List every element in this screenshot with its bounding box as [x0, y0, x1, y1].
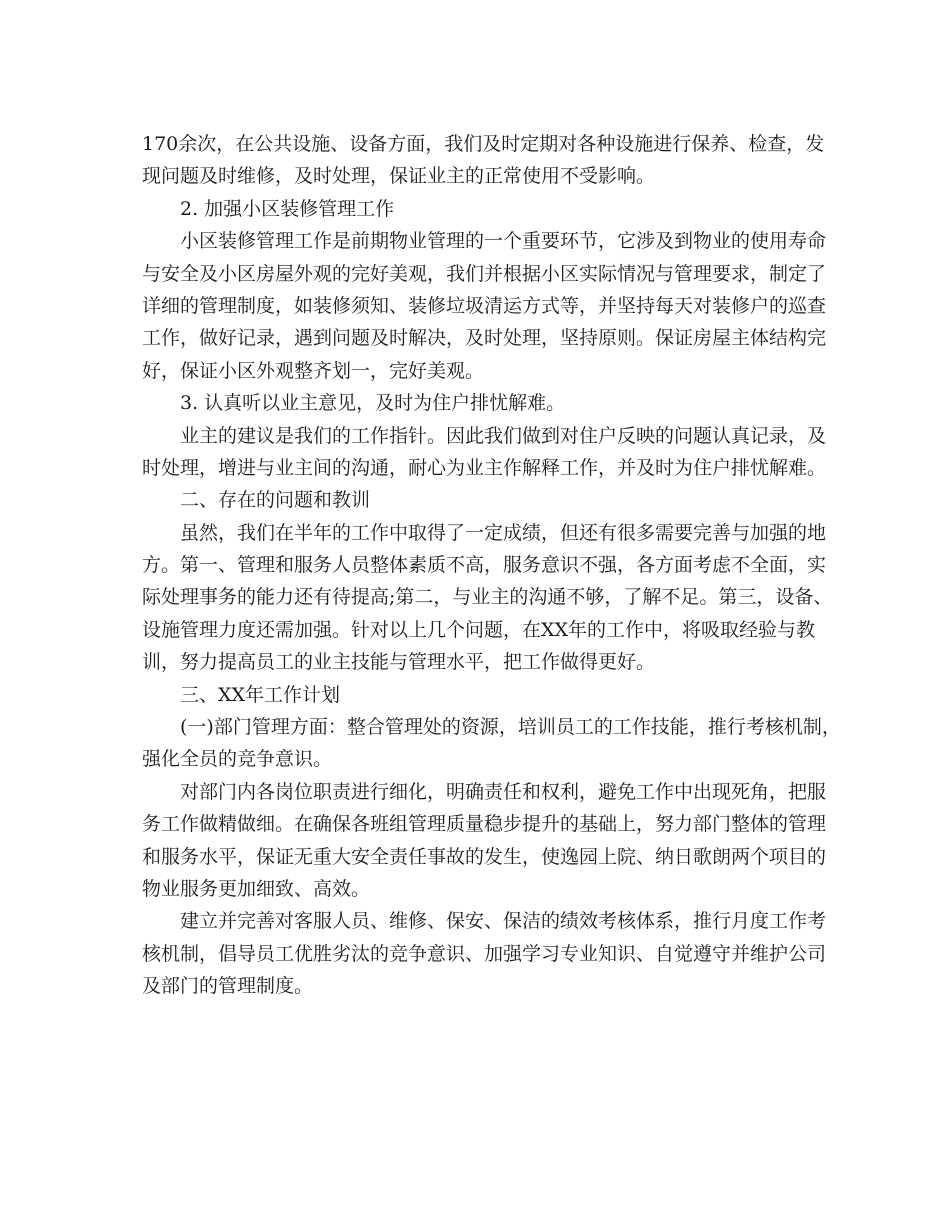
text-line: 170余次，在公共设施、设备方面，我们及时定期对各种设施进行保养、检查，发 [142, 133, 825, 155]
text-line: 际处理事务的能力还有待提高;第二，与业主的沟通不够，了解不足。第三，设备、 [142, 586, 833, 609]
text-line: 核机制，倡导员工优胜劣汰的竞争意识、加强学习专业知识、自觉遵守并维护公司 [142, 942, 827, 965]
text-line: 设施管理力度还需加强。针对以上几个问题，在XX年的工作中，将吸取经验与教 [142, 618, 816, 641]
text-line: (一)部门管理方面：整合管理处的资源，培训员工的工作技能，推行考核机制， [180, 716, 841, 739]
text-line: 现问题及时维修，及时处理，保证业主的正常使用不受影响。 [142, 165, 656, 188]
text-line: 物业服务更加细致、高效。 [142, 877, 371, 900]
text-line: 方。第一、管理和服务人员整体素质不高，服务意识不强，各方面考虑不全面，实 [142, 554, 827, 577]
text-line: 强化全员的竞争意识。 [142, 748, 333, 771]
text-line: 2. 加强小区装修管理工作 [180, 197, 395, 220]
text-line: 训，努力提高员工的业主技能与管理水平，把工作做得更好。 [142, 651, 656, 674]
text-line: 二、存在的问题和教训 [180, 489, 371, 512]
text-line: 好，保证小区外观整齐划一，完好美观。 [142, 359, 485, 382]
document-body [142, 128, 841, 1003]
text-line: 小区装修管理工作是前期物业管理的一个重要环节，它涉及到物业的使用寿命 [180, 230, 827, 253]
text-line: 工作，做好记录，遇到问题及时解决，及时处理，坚持原则。保证房屋主体结构完 [142, 327, 827, 350]
text-line: 和服务水平，保证无重大安全责任事故的发生，使逸园上院、纳日歌朗两个项目的 [142, 845, 827, 868]
text-line: 业主的建议是我们的工作指针。因此我们做到对住户反映的问题认真记录，及 [180, 424, 827, 447]
text-line: 详细的管理制度，如装修须知、装修垃圾清运方式等，并坚持每天对装修户的巡查 [142, 294, 827, 317]
text-line: 及部门的管理制度。 [142, 975, 314, 998]
text-line: 时处理，增进与业主间的沟通，耐心为业主作解释工作，并及时为住户排忧解难。 [142, 456, 827, 479]
text-line: 3. 认真听以业主意见，及时为住户排忧解难。 [180, 392, 566, 415]
text-line: 对部门内各岗位职责进行细化，明确责任和权利，避免工作中出现死角，把服 [180, 780, 827, 803]
text-line: 虽然，我们在半年的工作中取得了一定成绩，但还有很多需要完善与加强的地 [180, 521, 827, 544]
text-line: 务工作做精做细。在确保各班组管理质量稳步提升的基础上，努力部门整体的管理 [142, 813, 827, 836]
text-line: 建立并完善对客服人员、维修、保安、保洁的绩效考核体系，推行月度工作考 [180, 910, 827, 933]
text-line: 三、XX年工作计划 [180, 683, 341, 706]
text-line: 与安全及小区房屋外观的完好美观，我们并根据小区实际情况与管理要求，制定了 [142, 262, 827, 285]
